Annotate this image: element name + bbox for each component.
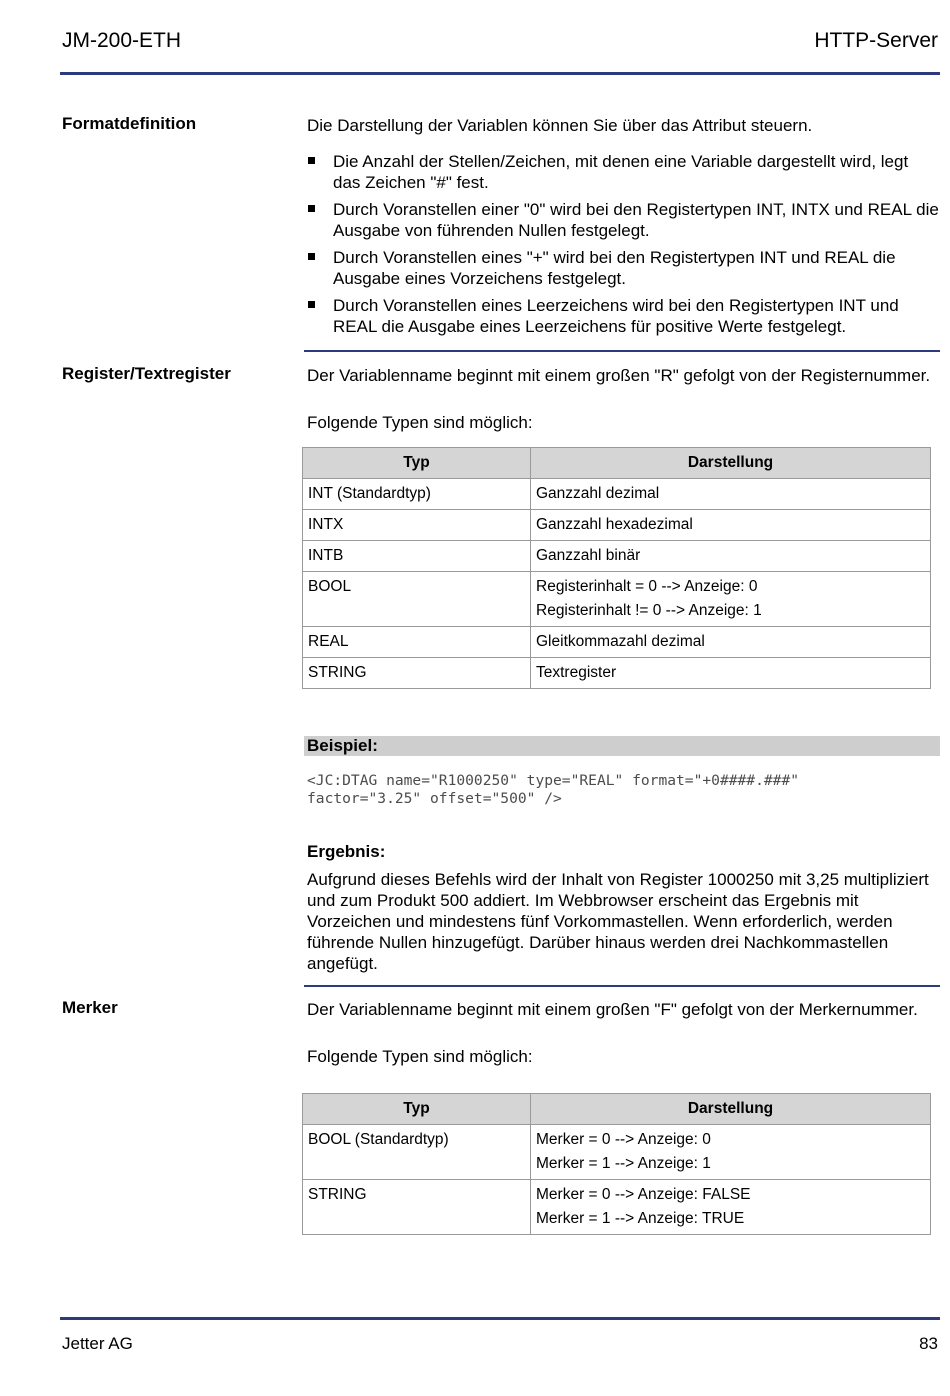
section-label-formatdefinition: Formatdefinition (62, 114, 197, 133)
register-types-table (302, 447, 931, 689)
list-item (307, 295, 939, 337)
header-chapter-title: HTTP-Server (814, 29, 938, 52)
cell-line: Merker = 1 --> Anzeige: TRUE (536, 1210, 745, 1227)
example-heading-bar: Beispiel: (304, 736, 940, 756)
table-row (303, 541, 931, 572)
register-intro: Der Variablenname beginnt mit einem großen "R" gefolgt von der Registernummer. (307, 366, 931, 385)
section-label-register: Register/Textregister (62, 364, 231, 383)
table-header-row (303, 1094, 931, 1125)
cell-line: Merker = 0 --> Anzeige: 0 (536, 1131, 711, 1148)
bullet-square-icon (308, 157, 315, 164)
bullet-square-icon (308, 205, 315, 212)
cell-line: Registerinhalt = 0 --> Anzeige: 0 (536, 578, 758, 595)
cell-darstellung (531, 1125, 931, 1180)
cell-typ: BOOL (Standardtyp) (303, 1125, 531, 1180)
example-code (307, 772, 799, 808)
cell-darstellung: Ganzzahl binär (531, 541, 931, 572)
table-row (303, 1180, 931, 1235)
column-header-darstellung: Darstellung (531, 448, 931, 479)
bullet-square-icon (308, 253, 315, 260)
bullet-square-icon (308, 301, 315, 308)
table-header-row (303, 448, 931, 479)
header-product-name: JM-200-ETH (62, 29, 182, 52)
section-label-merker: Merker (62, 998, 118, 1017)
footer-company: Jetter AG (62, 1334, 133, 1353)
cell-darstellung (531, 1180, 931, 1235)
list-item (307, 247, 939, 289)
code-line: <JC:DTAG name="R1000250" type="REAL" format="+0####.###" (307, 772, 800, 789)
cell-darstellung: Gleitkommazahl dezimal (531, 627, 931, 658)
cell-typ: INT (Standardtyp) (303, 479, 531, 510)
bullet-text: Durch Voranstellen einer "0" wird bei den Registertypen INT, INTX und REAL die Ausgabe von führenden Nullen festgelegt. (333, 200, 939, 240)
merker-types-table (302, 1093, 931, 1235)
result-text: Aufgrund dieses Befehls wird der Inhalt von Register 1000250 mit 3,25 multipliziert und zum Produkt 500 addiert. Im Webbrowser erscheint das Ergebnis mit Vorzeichen und mindestens fünf Vorkommastellen. Wenn erforderlich, werden führende Nullen hinzugefügt. Darüber hinaus werden drei Nachkommastellen angefügt. (307, 870, 929, 973)
cell-line: Merker = 0 --> Anzeige: FALSE (536, 1186, 751, 1203)
cell-typ: STRING (303, 658, 531, 689)
bullet-text: Durch Voranstellen eines Leerzeichens wird bei den Registertypen INT und REAL die Ausgabe eines Leerzeichens für positive Werte festgelegt. (333, 296, 899, 336)
page-number: 83 (919, 1334, 938, 1353)
cell-typ: INTB (303, 541, 531, 572)
result-heading: Ergebnis: (307, 842, 386, 861)
bullet-text: Durch Voranstellen eines "+" wird bei den Registertypen INT und REAL die Ausgabe eines Vorzeichens festgelegt. (333, 248, 896, 288)
cell-darstellung (531, 572, 931, 627)
cell-line: Registerinhalt != 0 --> Anzeige: 1 (536, 602, 762, 619)
table-row (303, 479, 931, 510)
column-header-typ: Typ (303, 1094, 531, 1125)
table-row (303, 510, 931, 541)
list-item (307, 199, 939, 241)
table-row (303, 1125, 931, 1180)
section-divider (304, 350, 940, 352)
cell-typ: INTX (303, 510, 531, 541)
bullet-text: Die Anzahl der Stellen/Zeichen, mit denen eine Variable dargestellt wird, legt das Zeichen "#" fest. (333, 152, 909, 192)
column-header-darstellung: Darstellung (531, 1094, 931, 1125)
cell-line: Merker = 1 --> Anzeige: 1 (536, 1155, 711, 1172)
header-rule (60, 72, 940, 75)
format-bullet-list (307, 151, 939, 343)
section-divider (304, 985, 940, 987)
cell-darstellung: Textregister (531, 658, 931, 689)
cell-typ: BOOL (303, 572, 531, 627)
format-intro: Die Darstellung der Variablen können Sie über das Attribut steuern. (307, 116, 813, 135)
table-row (303, 658, 931, 689)
merker-types-intro: Folgende Typen sind möglich: (307, 1047, 533, 1066)
merker-intro: Der Variablenname beginnt mit einem großen "F" gefolgt von der Merkernummer. (307, 1000, 918, 1019)
footer-rule (60, 1317, 940, 1320)
list-item (307, 151, 939, 193)
cell-typ: REAL (303, 627, 531, 658)
register-types-intro: Folgende Typen sind möglich: (307, 413, 533, 432)
cell-darstellung: Ganzzahl dezimal (531, 479, 931, 510)
code-line: factor="3.25" offset="500" /> (307, 790, 562, 807)
cell-typ: STRING (303, 1180, 531, 1235)
cell-darstellung: Ganzzahl hexadezimal (531, 510, 931, 541)
column-header-typ: Typ (303, 448, 531, 479)
table-row (303, 627, 931, 658)
table-row (303, 572, 931, 627)
